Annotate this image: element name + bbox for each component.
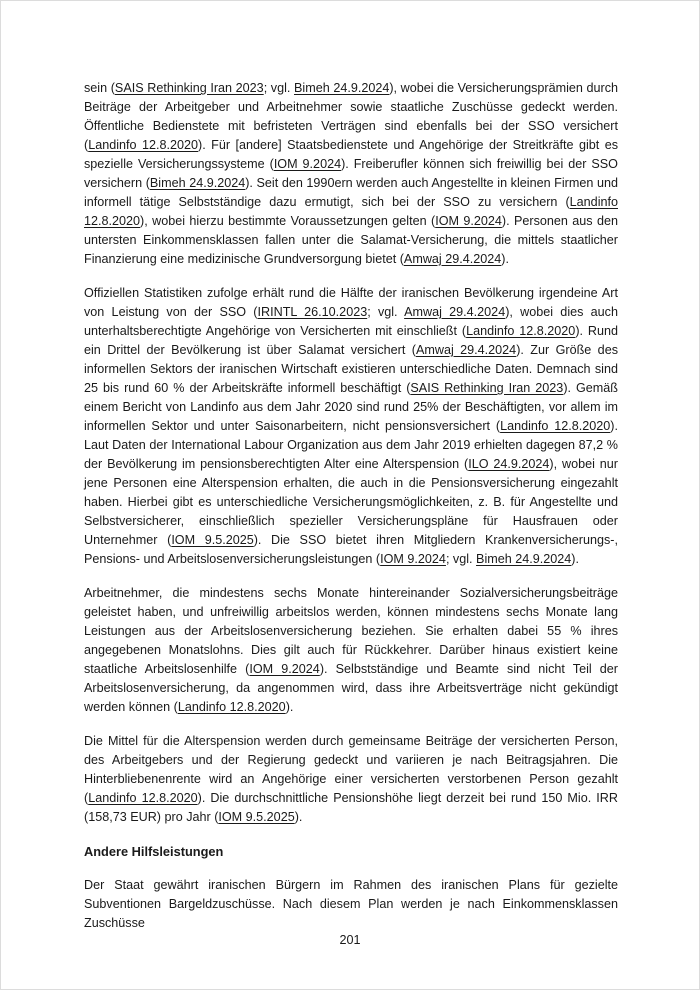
paragraph	[84, 284, 618, 569]
text-run: ; vgl.	[445, 552, 477, 566]
citation-link[interactable]: Landinfo 12.8.2020	[88, 791, 198, 805]
text-run: ), wobei die Versicherungsprämien durch Beiträge der Arbeitgeber und Arbeitnehmer sowie staatliche Zuschüsse gedeckt werden. Öffentliche Bedienstete mit befristeten Verträgen sind ebenfalls bei der SSO versichert (	[84, 81, 619, 152]
citation-link[interactable]: ILO 24.9.2024	[468, 457, 550, 471]
citation-link[interactable]: IOM 9.2024	[273, 157, 342, 171]
text-run: Offiziellen Statistiken zufolge erhält rund die Hälfte der iranischen Bevölkerung irgendeine Art von Leistung von der SSO (	[84, 286, 618, 319]
citation-link[interactable]: Landinfo 12.8.2020	[88, 138, 198, 152]
citation-link[interactable]: IRINTL 26.10.2023	[257, 305, 368, 319]
text-run: ). Gemäß einem Bericht von Landinfo aus dem Jahr 2020 sind rund 25% der Beschäftigten, vor allem im informellen Sektor und unter Saisonarbeitern, nicht pensionsversichert (	[84, 381, 618, 433]
paragraph	[84, 876, 618, 933]
citation-link[interactable]: Amwaj 29.4.2024	[403, 252, 502, 266]
text-run: Die Mittel für die Alterspension werden durch gemeinsame Beiträge der versicherten Person, des Arbeitgebers und der Regierung gedeckt und variieren je nach Beitragsjahren. Die Hinterbliebenenrente wird an Angehörige einer versicherten verstorbenen Person gezahlt (	[84, 734, 618, 805]
text-run: sein (	[84, 81, 115, 95]
text-run: Arbeitnehmer, die mindestens sechs Monate hintereinander Sozialversicherungsbeiträge geleistet haben, und unfreiwillig arbeitslos werden, können mindestens sechs Monate lang Leistungen aus der Arbeitslosenversicherung beziehen. Sie erhalten dabei 55 % ihres angegebenen Monatslohns. Dies gilt auch für Rückkehrer. Darüber hinaus existiert keine staatliche Arbeitslosenhilfe (	[84, 586, 618, 676]
text-run: ). Die durchschnittliche Pensionshöhe liegt derzeit bei rund 150 Mio. IRR (158,73 EUR) pro Jahr (	[84, 791, 618, 824]
citation-link[interactable]: Bimeh 24.9.2024	[476, 552, 572, 566]
citation-link[interactable]: IOM 9.2024	[380, 552, 446, 566]
section-heading: Andere Hilfsleistungen	[84, 844, 224, 859]
text-run: Der Staat gewährt iranischen Bürgern im Rahmen des iranischen Plans für gezielte Subventionen Bargeldzuschüsse. Nach diesem Plan werden je nach Einkommensklassen Zuschüsse	[84, 878, 618, 930]
paragraph	[84, 79, 618, 269]
text-run: ). Personen aus den untersten Einkommensklassen fallen unter die Salamat-Versicherung, die mittels staatlicher Finanzierung eine medizinische Grundversorgung bietet (	[84, 214, 619, 266]
citation-link[interactable]: Landinfo 12.8.2020	[84, 195, 618, 228]
text-run: ).	[294, 810, 303, 824]
document-body	[84, 79, 618, 948]
text-run: ). Zur Größe des informellen Sektors der iranischen Wirtschaft existieren unterschiedliche Daten. Demnach sind 25 bis rund 60 % der Arbeitskräfte informell beschäftigt (	[84, 343, 618, 395]
citation-link[interactable]: IOM 9.5.2025	[171, 533, 254, 547]
text-run: ). Rund ein Drittel der Bevölkerung ist über Salamat versichert (	[84, 324, 618, 357]
citation-link[interactable]: Landinfo 12.8.2020	[466, 324, 576, 338]
citation-link[interactable]: Bimeh 24.9.2024	[149, 176, 246, 190]
text-run: ), wobei dies auch unterhaltsberechtigte Angehörige von Versicherten mit einschließt (	[84, 305, 618, 338]
paragraph	[84, 732, 618, 827]
text-run: ; vgl.	[367, 305, 405, 319]
text-run: ).	[571, 552, 579, 566]
citation-link[interactable]: Landinfo 12.8.2020	[500, 419, 611, 433]
citation-link[interactable]: Landinfo 12.8.2020	[177, 700, 286, 714]
text-run: ), wobei nur jene Personen eine Alterspension erhalten, die auch in die Pensionsversicherung eingezahlt haben. Hierbei gibt es unterschiedliche Versicherungsmöglichkeiten, z. B. für Angestellte und Selbstversicherer, einschließlich spezieller Versicherungspläne für Hausfrauen oder Unternehmer (	[84, 457, 618, 547]
text-run: ).	[285, 700, 294, 714]
citation-link[interactable]: IOM 9.2024	[249, 662, 320, 676]
citation-link[interactable]: IOM 9.2024	[435, 214, 502, 228]
text-run: ). Seit den 1990ern werden auch Angestellte in kleinen Firmen und informell tätige Selbstständige dazu ermutigt, sich bei der SSO zu versichern (	[84, 176, 618, 209]
text-run: ).	[501, 252, 509, 266]
citation-link[interactable]: SAIS Rethinking Iran 2023	[410, 381, 564, 395]
citation-link[interactable]: Amwaj 29.4.2024	[415, 343, 517, 357]
citation-link[interactable]: IOM 9.5.2025	[218, 810, 295, 824]
text-run: ), wobei hierzu bestimmte Voraussetzungen gelten (	[140, 214, 436, 228]
citation-link[interactable]: Amwaj 29.4.2024	[404, 305, 506, 319]
text-run: ). Freiberufler können sich freiwillig bei der SSO versichern (	[84, 157, 618, 190]
paragraph	[84, 584, 618, 717]
text-run: ). Selbstständige und Beamte sind nicht Teil der Arbeitslosenversicherung, da angenommen wird, dass ihre Arbeitsverträge nicht gekündigt werden können (	[84, 662, 618, 714]
page-number: 201	[339, 933, 361, 947]
text-run: ). Für [andere] Staatsbedienstete und Angehörige der Streitkräfte gibt es spezielle Versicherungssysteme (	[84, 138, 618, 171]
text-run: ). Laut Daten der International Labour Organization aus dem Jahr 2019 erhielten dagegen 87,2 % der Bevölkerung im pensionsberechtigten Alter eine Alterspension (	[84, 419, 618, 471]
text-run: ). Die SSO bietet ihren Mitgliedern Krankenversicherungs-, Pensions- und Arbeitslosenversicherungsleistungen (	[84, 533, 618, 566]
citation-link[interactable]: Bimeh 24.9.2024	[294, 81, 390, 95]
citation-link[interactable]: SAIS Rethinking Iran 2023	[114, 81, 264, 95]
text-run: ; vgl.	[263, 81, 295, 95]
